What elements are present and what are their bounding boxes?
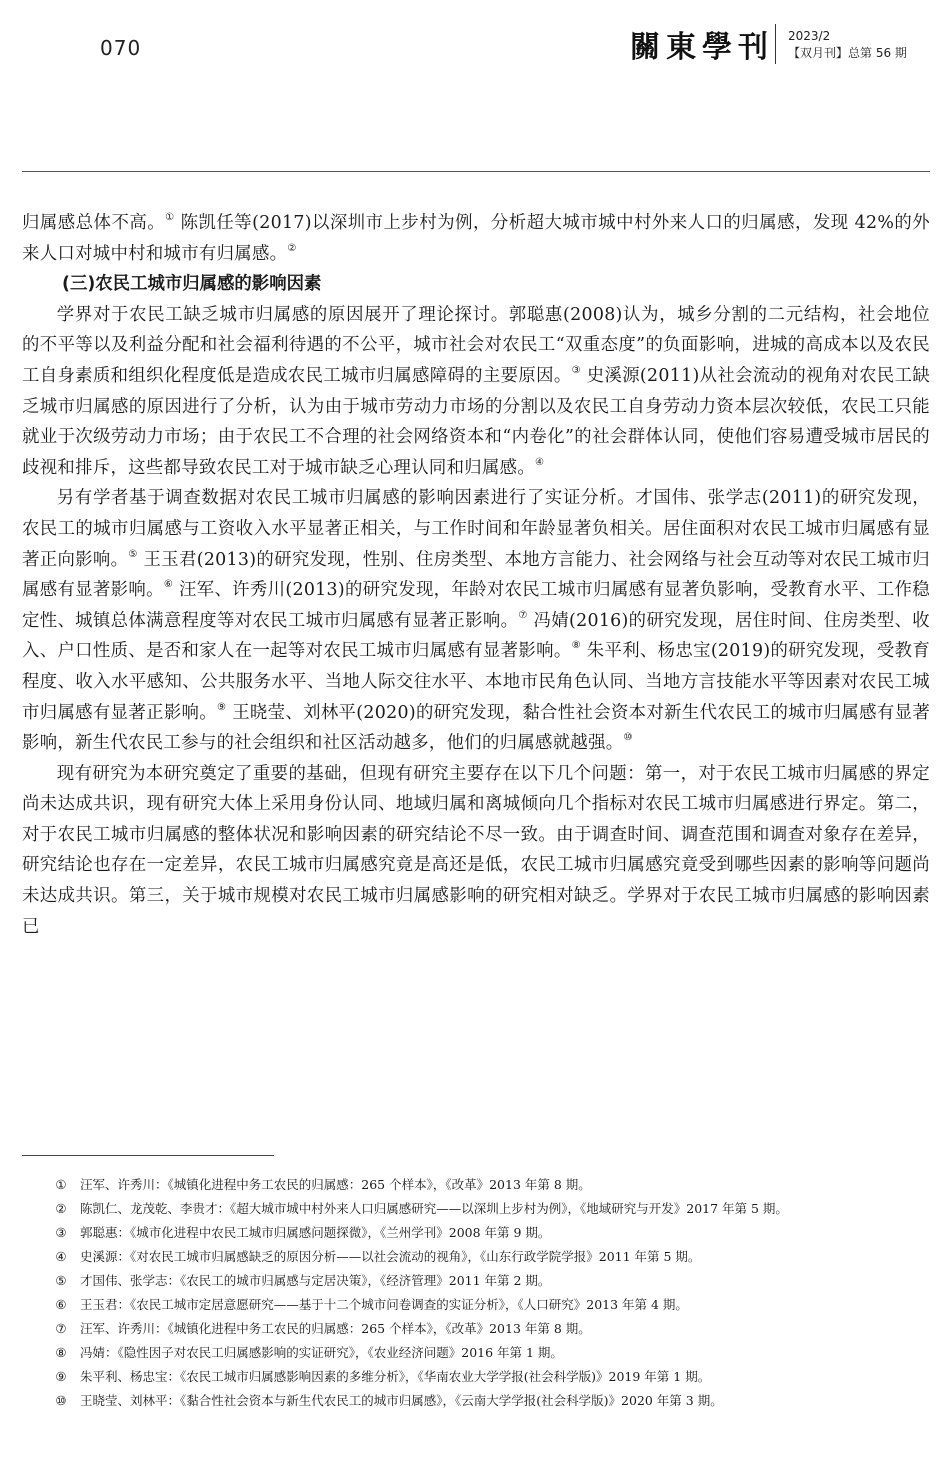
footnote-mark: ③ bbox=[55, 1225, 67, 1240]
footnote-ref[interactable]: ⑧ bbox=[571, 640, 581, 652]
footnote-text: 汪军、许秀川：《城镇化进程中务工农民的归属感：265 个样本》，《改革》2013 年第 8 期。 bbox=[80, 1321, 591, 1336]
paragraph-1 bbox=[22, 208, 930, 269]
footnote-text: 陈凯仁、龙茂乾、李贵才：《超大城市城中村外来人口归属感研究——以深圳上步村为例》，《地域研究与开发》2017 年第 5 期。 bbox=[80, 1201, 788, 1216]
paragraph-text: 陈凯任等(2017)以深圳市上步村为例，分析超大城市城中村外来人口的归属感，发现 42%的外来人口对城中村和城市有归属感。 bbox=[22, 213, 930, 264]
footnote-item bbox=[22, 1295, 930, 1315]
footnote-ref[interactable]: ⑦ bbox=[518, 609, 528, 621]
paragraph-text: 王玉君(2013)的研究发现，性别、住房类型、本地方言能力、社会网络与社会互动等对农民工城市归属感有显著影响。 bbox=[22, 549, 931, 601]
footnote-ref[interactable]: ⑩ bbox=[623, 732, 633, 744]
footnote-item bbox=[22, 1319, 930, 1339]
paragraph-text: 学界对于农民工缺乏城市归属感的原因展开了理论探讨。郭聪惠(2008)认为，城乡分割的二元结构，社会地位的不平等以及利益分配和社会福利待遇的不公平，城市社会对农民工“双重态度”的负面影响，进城的高成本以及农民工自身素质和组织化程度低是造成农民工城市归属感障碍的主要原因。 bbox=[22, 304, 930, 386]
paragraph-text: 冯婧(2016)的研究发现，居住时间、住房类型、收入、户口性质、是否和家人在一起等对农民工城市归属感有显著影响。 bbox=[22, 610, 930, 662]
paragraph-text: 汪军、许秀川(2013)的研究发现，年龄对农民工城市归属感有显著负影响，受教育水平、工作稳定性、城镇总体满意程度等对农民工城市归属感有显著正影响。 bbox=[22, 580, 931, 631]
footnote-ref[interactable]: ⑥ bbox=[163, 579, 174, 591]
footnote-mark: ⑦ bbox=[55, 1321, 67, 1336]
footnote-text: 才国伟、张学志：《农民工的城市归属感与定居决策》，《经济管理》2011 年第 2 期。 bbox=[80, 1273, 551, 1288]
footnote-item bbox=[22, 1343, 930, 1363]
paragraph-text: 另有学者基于调查数据对农民工城市归属感的影响因素进行了实证分析。才国伟、张学志(2011)的研究发现，农民工的城市归属感与工资收入水平显著正相关，与工作时间和年龄显著负相关。居住面积对农民工城市归属感有显著正向影响。 bbox=[22, 488, 930, 570]
page-header bbox=[0, 0, 950, 172]
footnote-text: 冯婧：《隐性因子对农民工归属感影响的实证研究》，《农业经济问题》2016 年第 1 期。 bbox=[80, 1345, 563, 1360]
footnote-ref[interactable]: ③ bbox=[571, 364, 581, 376]
paragraph-text: 史溪源(2011)从社会流动的视角对农民工缺乏城市归属感的原因进行了分析，认为由于城市劳动力市场的分割以及农民工自身劳动力资本层次较低，农民工只能就业于次级劳动力市场；由于农民工不合理的社会网络资本和“内卷化”的社会群体认同，使他们容易遭受城市居民的歧视和排斥，这些都导致农民工对于城市缺乏心理认同和归属感。 bbox=[22, 365, 931, 478]
footnote-item bbox=[22, 1223, 930, 1243]
footnote-item bbox=[22, 1367, 930, 1387]
footnote-item bbox=[22, 1391, 930, 1411]
footnote-ref[interactable]: ④ bbox=[535, 456, 545, 468]
footnote-mark: ⑧ bbox=[55, 1345, 67, 1360]
footnote-mark: ⑥ bbox=[55, 1297, 67, 1312]
page-number: 070 bbox=[100, 36, 142, 60]
article-body bbox=[22, 208, 930, 942]
footnote-mark: ⑩ bbox=[55, 1393, 67, 1408]
footnote-text: 王玉君：《农民工城市定居意愿研究——基于十二个城市问卷调查的实证分析》，《人口研究》2013 年第 4 期。 bbox=[80, 1297, 688, 1312]
journal-logo: 關東學刊 bbox=[630, 30, 774, 65]
footnote-rule bbox=[22, 1155, 274, 1156]
footnote-text: 汪军、许秀川：《城镇化进程中务工农民的归属感：265 个样本》，《改革》2013 年第 8 期。 bbox=[80, 1177, 591, 1192]
footnote-ref[interactable]: ① bbox=[165, 212, 175, 223]
issue-year: 2023/2 bbox=[788, 29, 831, 43]
header-rule bbox=[22, 171, 930, 172]
paragraph-text: 朱平利、杨忠宝(2019)的研究发现，受教育程度、收入水平感知、公共服务水平、当地人际交往水平、本地市民角色认同、当地方言技能水平等因素对农民工城市归属感有显著正影响。 bbox=[22, 641, 931, 723]
footnote-mark: ② bbox=[55, 1201, 67, 1216]
paragraph-text: 王晓莹、刘林平(2020)的研究发现，黏合性社会资本对新生代农民工的城市归属感有显著影响，新生代农民工参与的社会组织和社区活动越多，他们的归属感就越强。 bbox=[22, 702, 931, 754]
footnote-ref[interactable]: ⑨ bbox=[217, 701, 227, 713]
footnotes bbox=[22, 1175, 930, 1415]
paragraph-4: 现有研究为本研究奠定了重要的基础，但现有研究主要存在以下几个问题：第一，对于农民工城市归属感的界定尚未达成共识，现有研究大体上采用身份认同、地域归属和离城倾向几个指标对农民工城市归属感进行界定。第二，对于农民工城市归属感的整体状况和影响因素的研究结论不尽一致。由于调查时间、调查范围和调查对象存在差异，研究结论也存在一定差异，农民工城市归属感究竟是高还是低，农民工城市归属感究竟受到哪些因素的影响等问题尚未达成共识。第三，关于城市规模对农民工城市归属感影响的研究相对缺乏。学界对于农民工城市归属感的影响因素已 bbox=[22, 763, 930, 937]
footnote-mark: ⑨ bbox=[55, 1369, 67, 1384]
footnote-item bbox=[22, 1175, 930, 1195]
footnote-mark: ① bbox=[55, 1177, 67, 1192]
footnote-item bbox=[22, 1199, 930, 1219]
footnote-mark: ⑤ bbox=[55, 1273, 67, 1288]
footnote-ref[interactable]: ② bbox=[287, 242, 297, 254]
footnote-item bbox=[22, 1271, 930, 1291]
paragraph-2 bbox=[22, 300, 930, 484]
issue-info bbox=[788, 28, 907, 62]
footnote-text: 史溪源：《对农民工城市归属感缺乏的原因分析——以社会流动的视角》，《山东行政学院学报》2011 年第 5 期。 bbox=[80, 1249, 701, 1264]
footnote-mark: ④ bbox=[55, 1249, 67, 1264]
footnote-ref[interactable]: ⑤ bbox=[128, 548, 138, 560]
footnote-text: 王晓莹、刘林平：《黏合性社会资本与新生代农民工的城市归属感》，《云南大学学报(社会科学版)》2020 年第 3 期。 bbox=[80, 1393, 723, 1408]
footnote-item bbox=[22, 1247, 930, 1267]
section-heading: (三)农民工城市归属感的影响因素 bbox=[62, 274, 322, 295]
footnote-text: 郭聪惠：《城市化进程中农民工城市归属感问题探微》，《兰州学刊》2008 年第 9 期。 bbox=[80, 1225, 551, 1240]
header-separator bbox=[775, 24, 776, 64]
paragraph-text: 归属感总体不高。 bbox=[22, 213, 166, 233]
footnote-text: 朱平利、杨忠宝：《农民工城市归属感影响因素的多维分析》，《华南农业大学学报(社会科学版)》2019 年第 1 期。 bbox=[80, 1369, 711, 1384]
issue-number: 【双月刊】总第 56 期 bbox=[788, 46, 907, 60]
paragraph-3 bbox=[22, 483, 930, 758]
